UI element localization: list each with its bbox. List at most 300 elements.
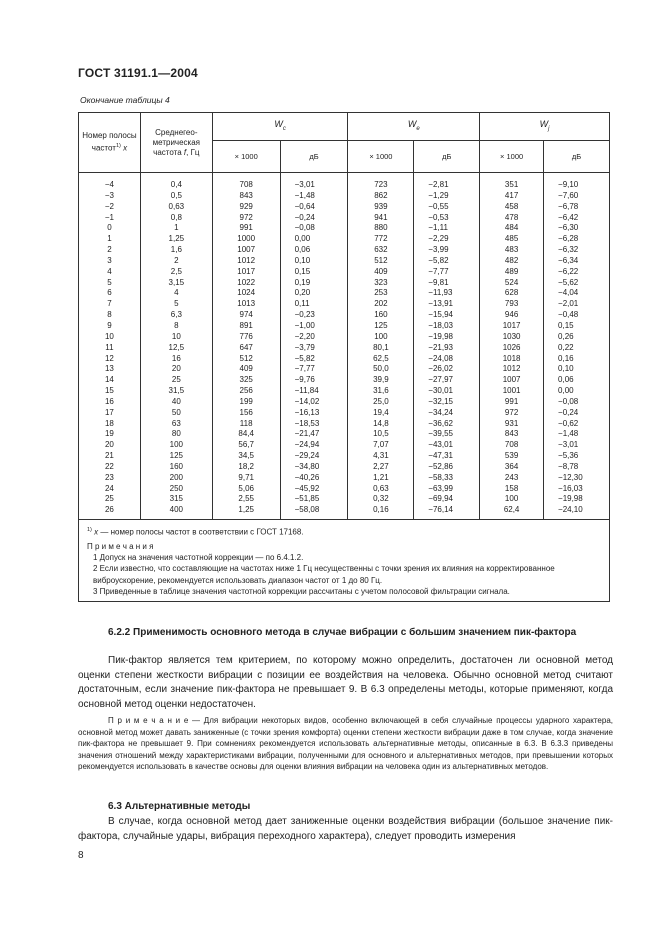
table-cell: −34,80 [280, 462, 348, 473]
table-cell: −6,22 [544, 267, 610, 278]
table-cell: 0,10 [544, 364, 610, 375]
table-row [79, 267, 610, 278]
table-cell: −4,04 [544, 288, 610, 299]
table-row [79, 375, 610, 386]
table-cell: 34,5 [212, 451, 280, 462]
table-cell: 16 [140, 354, 212, 365]
table-row [79, 278, 610, 289]
table-cell: 5,06 [212, 484, 280, 495]
table-cell: 256 [212, 386, 280, 397]
table-cell: −0,62 [544, 419, 610, 430]
table-cell: −15,94 [414, 310, 480, 321]
table-cell: 12,5 [140, 343, 212, 354]
group-header-wc: $W_c$ [212, 113, 348, 141]
table-cell: 4,31 [348, 451, 414, 462]
table-row [79, 310, 610, 321]
table-cell: 929 [212, 202, 280, 213]
table-cell: −2,29 [414, 234, 480, 245]
table-cell: 708 [212, 173, 280, 191]
table-row [79, 364, 610, 375]
table-cell: −6,34 [544, 256, 610, 267]
table-cell: 632 [348, 245, 414, 256]
correction-table [78, 112, 610, 602]
table-cell: 63 [140, 419, 212, 430]
table-cell: 941 [348, 213, 414, 224]
table-row [79, 386, 610, 397]
table-cell: −0,53 [414, 213, 480, 224]
table-cell: 482 [480, 256, 544, 267]
group-header-wj: $W_j$ [480, 113, 610, 141]
table-cell: 1007 [480, 375, 544, 386]
table-cell: −8,78 [544, 462, 610, 473]
note-6-2-2: П р и м е ч а н и е — Для вибрации некоторых видов, особенно включающей в себя случайные процессы ударного характера, основной метод может давать заниженные (с точки зрения комфорта) оценки степени жесткости вибрации даже в том случае, когда значение пик-фактора не превышает 9. При сомнениях рекомендуется использовать альтернативные методы, описанные в 6.3. В 6.3.3 приведены значения отношений между характеристиками вибрации, полученными для основного и альтернативных методов, при превышении которых рекомендуется использовать в качестве основы для оценки влияния вибрации на человека один из альтернативных методов. [78, 716, 614, 772]
table-cell: 315 [140, 494, 212, 505]
table-cell: 7,07 [348, 440, 414, 451]
table-cell: −2,81 [414, 173, 480, 191]
table-cell: 0,15 [544, 321, 610, 332]
table-cell: 1017 [212, 267, 280, 278]
table-cell: −19,98 [414, 332, 480, 343]
table-cell: −18,03 [414, 321, 480, 332]
table-cell: 160 [140, 462, 212, 473]
table-cell: −40,26 [280, 473, 348, 484]
table-cell: 880 [348, 223, 414, 234]
table-cell: 199 [212, 397, 280, 408]
table-cell: −36,62 [414, 419, 480, 430]
table-cell: 0,16 [348, 505, 414, 519]
note-item: 2 Если известно, что составляющие на частотах ниже 1 Гц несущественны с точки зрения их влияния на корректированное виброускорение, рекомендуется использовать диапазон частот от 1 до 80 Гц. [93, 564, 555, 585]
table-cell: 0,06 [544, 375, 610, 386]
table-cell: 0,63 [348, 484, 414, 495]
table-row [79, 202, 610, 213]
table-cell: −0,64 [280, 202, 348, 213]
mid-frequency-header: Среднегеометрическая частота f, Гц [140, 113, 212, 173]
table-cell: −1,48 [544, 429, 610, 440]
table-cell: −76,14 [414, 505, 480, 519]
table-cell: −5,82 [414, 256, 480, 267]
table-cell: −24,08 [414, 354, 480, 365]
table-cell: −6,28 [544, 234, 610, 245]
table-cell: 5 [79, 278, 141, 289]
table-cell: 1024 [212, 288, 280, 299]
table-cell: 80,1 [348, 343, 414, 354]
section-heading-6-3: 6.3 Альтернативные методы [108, 801, 251, 812]
table-cell: −5,82 [280, 354, 348, 365]
table-cell: 489 [480, 267, 544, 278]
table-cell: 478 [480, 213, 544, 224]
table-cell: −26,02 [414, 364, 480, 375]
table-cell: 15 [79, 386, 141, 397]
table-cell: 100 [348, 332, 414, 343]
table-row [79, 440, 610, 451]
table-cell: 708 [480, 440, 544, 451]
table-cell: −12,30 [544, 473, 610, 484]
table-cell: 19,4 [348, 408, 414, 419]
table-cell: −18,53 [280, 419, 348, 430]
table-cell: −58,33 [414, 473, 480, 484]
table-cell: 40 [140, 397, 212, 408]
table-cell: 931 [480, 419, 544, 430]
table-cell: 524 [480, 278, 544, 289]
table-cell: −0,24 [280, 213, 348, 224]
table-cell: 793 [480, 299, 544, 310]
table-cell: 772 [348, 234, 414, 245]
table-cell: −0,08 [544, 397, 610, 408]
table-cell: 156 [212, 408, 280, 419]
table-cell: −3 [79, 191, 141, 202]
table-cell: 972 [212, 213, 280, 224]
document-header: ГОСТ 31191.1—2004 [78, 66, 198, 80]
table-cell: 0,5 [140, 191, 212, 202]
table-cell: 0 [79, 223, 141, 234]
table-cell: −16,13 [280, 408, 348, 419]
table-row [79, 419, 610, 430]
subheader-db: дБ [544, 141, 610, 173]
table-cell: −9,10 [544, 173, 610, 191]
table-cell: −16,03 [544, 484, 610, 495]
table-cell: 1,21 [348, 473, 414, 484]
table-cell: 118 [212, 419, 280, 430]
table-cell: −3,01 [280, 173, 348, 191]
table-cell: 891 [212, 321, 280, 332]
table-cell: −1,29 [414, 191, 480, 202]
table-cell: 4 [79, 267, 141, 278]
table-cell: −5,36 [544, 451, 610, 462]
subheader-x1000: × 1000 [480, 141, 544, 173]
table-cell: −0,08 [280, 223, 348, 234]
table-cell: −34,24 [414, 408, 480, 419]
table-cell: −0,55 [414, 202, 480, 213]
table-cell: −30,01 [414, 386, 480, 397]
subheader-x1000: × 1000 [348, 141, 414, 173]
table-cell: −19,98 [544, 494, 610, 505]
table-cell: 1,25 [140, 234, 212, 245]
table-cell: 11 [79, 343, 141, 354]
table-row [79, 354, 610, 365]
table-cell: 0,22 [544, 343, 610, 354]
table-cell: −3,99 [414, 245, 480, 256]
table-cell: 21 [79, 451, 141, 462]
table-row [79, 462, 610, 473]
table-cell: 20 [79, 440, 141, 451]
table-cell: 0,4 [140, 173, 212, 191]
table-cell: −21,93 [414, 343, 480, 354]
table-cell: 939 [348, 202, 414, 213]
table-cell: 485 [480, 234, 544, 245]
table-cell: −5,62 [544, 278, 610, 289]
table-cell: 12 [79, 354, 141, 365]
table-cell: 1 [79, 234, 141, 245]
table-cell: 6,3 [140, 310, 212, 321]
table-cell: 0,15 [280, 267, 348, 278]
table-cell: 0,00 [280, 234, 348, 245]
table-cell: 0,8 [140, 213, 212, 224]
table-cell: 0,26 [544, 332, 610, 343]
table-cell: −21,47 [280, 429, 348, 440]
table-cell: 647 [212, 343, 280, 354]
group-header-we: $W_e$ [348, 113, 480, 141]
table-row [79, 505, 610, 519]
table-cell: 0,20 [280, 288, 348, 299]
table-cell: −13,91 [414, 299, 480, 310]
table-cell: −3,79 [280, 343, 348, 354]
table-row [79, 245, 610, 256]
table-cell: −4 [79, 173, 141, 191]
table-cell: −43,01 [414, 440, 480, 451]
table-cell: 0,19 [280, 278, 348, 289]
footnote: $^{1)}$ x — номер полосы частот в соответствии с ГОСТ 17168. [87, 527, 304, 537]
table-cell: −9,81 [414, 278, 480, 289]
table-cell: −7,60 [544, 191, 610, 202]
table-cell: −45,92 [280, 484, 348, 495]
table-cell: −24,94 [280, 440, 348, 451]
table-cell: 19 [79, 429, 141, 440]
table-cell: 862 [348, 191, 414, 202]
table-cell: 539 [480, 451, 544, 462]
table-cell: 250 [140, 484, 212, 495]
table-cell: 1001 [480, 386, 544, 397]
table-cell: 0,00 [544, 386, 610, 397]
table-cell: 3,15 [140, 278, 212, 289]
table-cell: 351 [480, 173, 544, 191]
table-cell: 1012 [480, 364, 544, 375]
table-cell: −6,32 [544, 245, 610, 256]
table-cell: 25 [79, 494, 141, 505]
table-cell: 0,10 [280, 256, 348, 267]
table-cell: −1,11 [414, 223, 480, 234]
table-row [79, 332, 610, 343]
table-cell: 16 [79, 397, 141, 408]
table-cell: 1012 [212, 256, 280, 267]
table-cell: 628 [480, 288, 544, 299]
table-cell: 484 [480, 223, 544, 234]
table-row [79, 213, 610, 224]
table-cell: 972 [480, 408, 544, 419]
table-cell: 50 [140, 408, 212, 419]
table-cell: −52,86 [414, 462, 480, 473]
table-cell: 23 [79, 473, 141, 484]
subheader-db: дБ [280, 141, 348, 173]
table-cell: 243 [480, 473, 544, 484]
table-row [79, 473, 610, 484]
table-cell: 0,16 [544, 354, 610, 365]
table-cell: 202 [348, 299, 414, 310]
table-cell: 50,0 [348, 364, 414, 375]
table-cell: 1026 [480, 343, 544, 354]
table-cell: 3 [79, 256, 141, 267]
table-cell: 1017 [480, 321, 544, 332]
table-cell: −11,84 [280, 386, 348, 397]
table-row [79, 234, 610, 245]
table-cell: 400 [140, 505, 212, 519]
note-item: 1 Допуск на значения частотной коррекции — по 6.4.1.2. [93, 553, 304, 563]
table-cell: −0,24 [544, 408, 610, 419]
table-cell: 14 [79, 375, 141, 386]
table-cell: 25,0 [348, 397, 414, 408]
table-row [79, 256, 610, 267]
table-cell: −51,85 [280, 494, 348, 505]
table-cell: 2 [79, 245, 141, 256]
table-cell: 2,27 [348, 462, 414, 473]
table-cell: 26 [79, 505, 141, 519]
table-cell: −0,23 [280, 310, 348, 321]
table-cell: 125 [348, 321, 414, 332]
table-cell: 1007 [212, 245, 280, 256]
table-row [79, 429, 610, 440]
table-cell: 323 [348, 278, 414, 289]
table-row [79, 484, 610, 495]
table-row [79, 299, 610, 310]
table-cell: 512 [348, 256, 414, 267]
table-cell: 483 [480, 245, 544, 256]
table-cell: 1018 [480, 354, 544, 365]
table-cell: 723 [348, 173, 414, 191]
table-cell: 409 [348, 267, 414, 278]
table-cell: 80 [140, 429, 212, 440]
table-cell: 364 [480, 462, 544, 473]
table-cell: 84,4 [212, 429, 280, 440]
band-number-header: Номер полосы частот$^{1)}$ x [79, 113, 141, 173]
table-cell: 10,5 [348, 429, 414, 440]
table-cell: −3,01 [544, 440, 610, 451]
table-row [79, 321, 610, 332]
table-row [79, 191, 610, 202]
table-cell: 14,8 [348, 419, 414, 430]
table-cell: −9,76 [280, 375, 348, 386]
table-row [79, 343, 610, 354]
table-cell: 946 [480, 310, 544, 321]
table-cell: 974 [212, 310, 280, 321]
table-cell: 56,7 [212, 440, 280, 451]
note-item: 3 Приведенные в таблице значения частотной коррекции рассчитаны с учетом полосовой фильтрации сигнала. [93, 586, 510, 596]
subheader-db: дБ [414, 141, 480, 173]
table-row [79, 173, 610, 191]
table-cell: 0,32 [348, 494, 414, 505]
table-cell: 1 [140, 223, 212, 234]
table-cell: −6,42 [544, 213, 610, 224]
table-cell: −1 [79, 213, 141, 224]
table-cell: 22 [79, 462, 141, 473]
table-cell: 1013 [212, 299, 280, 310]
table-cell: 0,06 [280, 245, 348, 256]
table-cell: 18,2 [212, 462, 280, 473]
table-cell: −7,77 [280, 364, 348, 375]
table-row [79, 223, 610, 234]
table-cell: 160 [348, 310, 414, 321]
table-cell: 9 [79, 321, 141, 332]
table-cell: 409 [212, 364, 280, 375]
table-row [79, 288, 610, 299]
table-cell: 991 [212, 223, 280, 234]
subheader-x1000: × 1000 [212, 141, 280, 173]
paragraph-6-2-2: Пик-фактор является тем критерием, по которому можно определить, достаточен ли основной метод оценки степени жесткости вибрации с позиции ее воздействия на человека. Обычно основной метод считают достаточным, если значение пик-фактора не превышает 9. В 6.3 определены методы, которые применяют, когда основной метод оценки недостаточен. [78, 655, 613, 710]
table-cell: 458 [480, 202, 544, 213]
table-cell: −11,93 [414, 288, 480, 299]
table-cell: 62,5 [348, 354, 414, 365]
table-cell: 25 [140, 375, 212, 386]
table-cell: 10 [79, 332, 141, 343]
page-number: 8 [78, 850, 84, 861]
table-cell: 100 [140, 440, 212, 451]
table-cell: 1022 [212, 278, 280, 289]
section-heading-6-2-2: 6.2.2 Применимость основного метода в случае вибрации с большим значением пик-фактора [108, 627, 577, 638]
table-cell: 9,71 [212, 473, 280, 484]
table-cell: −27,97 [414, 375, 480, 386]
table-cell: 2,5 [140, 267, 212, 278]
table-cell: 62,4 [480, 505, 544, 519]
table-cell: 158 [480, 484, 544, 495]
table-cell: 17 [79, 408, 141, 419]
table-cell: 776 [212, 332, 280, 343]
table-cell: 991 [480, 397, 544, 408]
table-cell: 1,6 [140, 245, 212, 256]
table-cell: 10 [140, 332, 212, 343]
table-cell: −1,48 [280, 191, 348, 202]
notes-title: П р и м е ч а н и я [87, 542, 154, 552]
table-row [79, 408, 610, 419]
table-cell: 8 [140, 321, 212, 332]
table-cell: −39,55 [414, 429, 480, 440]
table-cell: 2,55 [212, 494, 280, 505]
table-caption: Окончание таблицы 4 [80, 95, 170, 105]
table-cell: −29,24 [280, 451, 348, 462]
table-cell: 0,63 [140, 202, 212, 213]
table-row [79, 397, 610, 408]
table-cell: 2 [140, 256, 212, 267]
table-cell: −32,15 [414, 397, 480, 408]
table-cell: 5 [140, 299, 212, 310]
table-cell: 0,11 [280, 299, 348, 310]
table-cell: 8 [79, 310, 141, 321]
table-cell: 6 [79, 288, 141, 299]
table-cell: 13 [79, 364, 141, 375]
table-cell: 325 [212, 375, 280, 386]
paragraph-6-3: В случае, когда основной метод дает заниженные оценки воздействия вибрации (большое значение пик-фактора, случайные удары, вибрация переходного характера), следует проводить измерения [78, 816, 613, 842]
table-row [79, 494, 610, 505]
table-cell: 7 [79, 299, 141, 310]
table-cell: −69,94 [414, 494, 480, 505]
table-cell: 1,25 [212, 505, 280, 519]
table-cell: 200 [140, 473, 212, 484]
table-cell: −6,78 [544, 202, 610, 213]
table-notes [79, 520, 610, 602]
table-cell: −1,00 [280, 321, 348, 332]
table-cell: 39,9 [348, 375, 414, 386]
table-cell: 100 [480, 494, 544, 505]
table-cell: −2,20 [280, 332, 348, 343]
table-cell: −0,48 [544, 310, 610, 321]
table-cell: 20 [140, 364, 212, 375]
table-cell: 843 [480, 429, 544, 440]
table-cell: 4 [140, 288, 212, 299]
table-cell: −2 [79, 202, 141, 213]
table-cell: −24,10 [544, 505, 610, 519]
table-cell: 24 [79, 484, 141, 495]
table-cell: 31,5 [140, 386, 212, 397]
table-cell: 18 [79, 419, 141, 430]
table-cell: 512 [212, 354, 280, 365]
table-cell: −58,08 [280, 505, 348, 519]
table-cell: 125 [140, 451, 212, 462]
table-cell: −47,31 [414, 451, 480, 462]
table-cell: 843 [212, 191, 280, 202]
table-cell: 417 [480, 191, 544, 202]
table-cell: −2,01 [544, 299, 610, 310]
table-cell: 31,6 [348, 386, 414, 397]
table-cell: 1030 [480, 332, 544, 343]
table-cell: −14,02 [280, 397, 348, 408]
table-cell: −7,77 [414, 267, 480, 278]
